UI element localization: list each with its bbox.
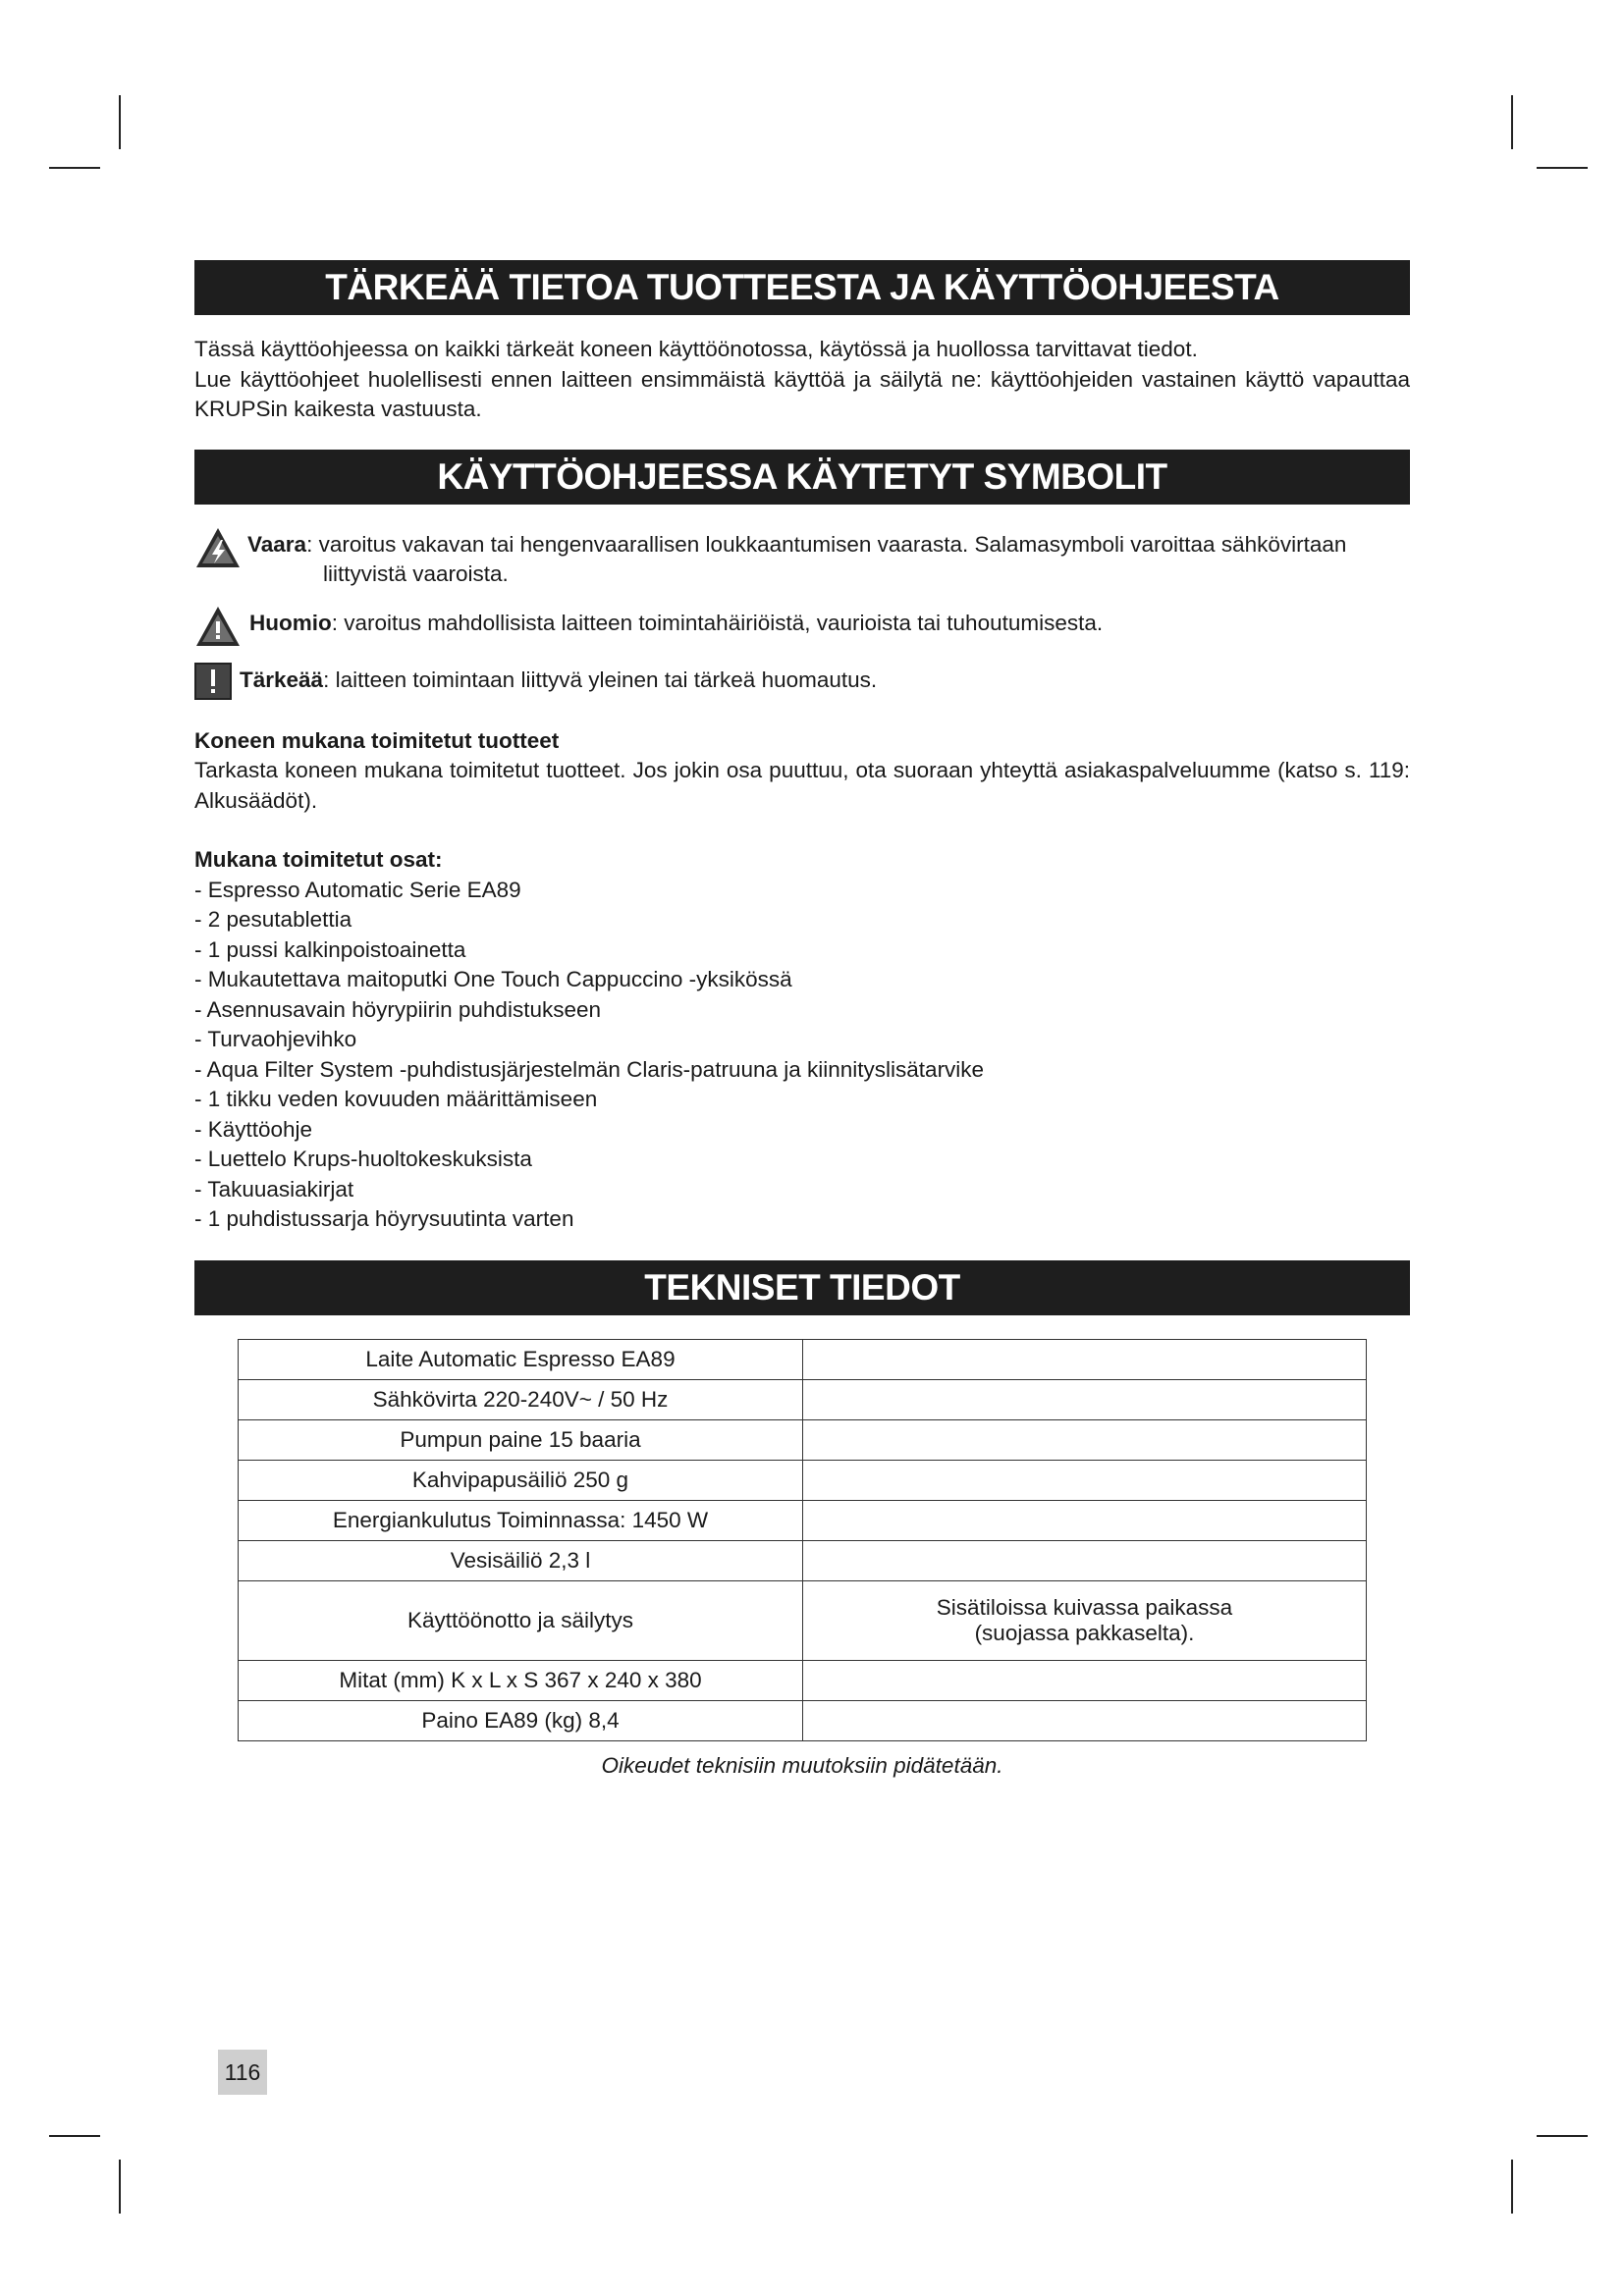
spec-table [238,1339,1367,1741]
spec-value [803,1379,1367,1419]
list-item: - 1 tikku veden kovuuden määrittämiseen [194,1087,598,1111]
intro-line-2: Lue käyttöohjeet huolellisesti ennen laitteen ensimmäistä käyttöä ja säilytä ne: käyttöohjeiden vastainen käyttö vapauttaa KRUPSin kaikesta vastuusta. [194,366,1410,421]
symbol-huomio [194,609,1410,638]
exclamation-box-icon [194,663,232,708]
spec-label: Mitat (mm) K x L x S 367 x 240 x 380 [239,1660,803,1700]
spec-value-line: Sisätiloissa kuivassa paikassa [936,1594,1233,1620]
table-row [239,1419,1367,1460]
table-row [239,1379,1367,1419]
spec-value [803,1660,1367,1700]
spec-value [803,1540,1367,1580]
symbol-term: Vaara [247,531,307,557]
spec-value [803,1419,1367,1460]
intro-line-1: Tässä käyttöohjeessa on kaikki tärkeät koneen käyttöönotossa, käytössä ja huollossa tarvittavat tiedot. [194,337,1198,361]
crop-mark [49,167,100,169]
list-item: - Turvaohjevihko [194,1027,357,1051]
spec-label: Sähkövirta 220-240V~ / 50 Hz [239,1379,803,1419]
spec-label: Kahvipapusäiliö 250 g [239,1460,803,1500]
crop-mark [1537,2135,1588,2137]
table-row [239,1700,1367,1740]
crop-mark [119,95,121,149]
crop-mark [49,2135,100,2137]
exclamation-warning-icon [194,605,242,656]
table-row [239,1339,1367,1379]
symbol-text: : varoitus vakavan tai hengenvaarallisen loukkaantumisen vaarasta. Salamasymboli varoittaa sähkövirtaan [306,531,1347,557]
spec-label: Pumpun paine 15 baaria [239,1419,803,1460]
delivered-title: Koneen mukana toimitetut tuotteet [194,727,560,753]
list-item: - 1 pussi kalkinpoistoainetta [194,936,466,962]
table-row [239,1660,1367,1700]
table-row [239,1500,1367,1540]
tech-note: Oikeudet teknisiin muutoksiin pidätetään. [601,1752,1003,1778]
spec-label: Käyttöönotto ja säilytys [239,1580,803,1660]
spec-label: Vesisäiliö 2,3 l [239,1540,803,1580]
section-title-tech: TEKNISET TIEDOT [194,1260,1410,1315]
crop-mark [1511,2160,1513,2214]
list-item: - Aqua Filter System -puhdistusjärjestelmän Claris-patruuna ja kiinnityslisätarvike [194,1056,985,1082]
lightning-warning-icon [194,526,242,577]
spec-value [803,1339,1367,1379]
crop-mark [1537,167,1588,169]
table-row [239,1580,1367,1660]
list-item: - Takuuasiakirjat [194,1176,354,1201]
list-item: - 1 puhdistussarja höyrysuutinta varten [194,1206,574,1231]
spec-label: Energiankulutus Toiminnassa: 1450 W [239,1500,803,1540]
section-title-symbols: KÄYTTÖOHJEESSA KÄYTETYT SYMBOLIT [194,450,1410,505]
page-number: 116 [218,2050,267,2095]
spec-value-line: (suojassa pakkaselta). [974,1620,1195,1645]
symbol-text-cont: liittyvistä vaaroista. [323,561,509,586]
section-title-intro: TÄRKEÄÄ TIETOA TUOTTEESTA JA KÄYTTÖOHJEESTA [194,260,1410,315]
spec-label: Paino EA89 (kg) 8,4 [239,1700,803,1740]
symbol-term: Huomio [249,610,332,635]
list-item: - Mukautettava maitoputki One Touch Cappuccino -yksikössä [194,967,792,991]
symbol-text: : varoitus mahdollisista laitteen toimintahäiriöistä, vaurioista tai tuhoutumisesta. [331,610,1104,635]
list-item: - Käyttöohje [194,1116,313,1142]
crop-mark [119,2160,121,2214]
list-item: - Espresso Automatic Serie EA89 [194,877,521,902]
delivered-text: Tarkasta koneen mukana toimitetut tuotteet. Jos jokin osa puuttuu, ota suoraan yhteyttä asiakaspalveluumme (katso s. 119: Alkusäädöt). [194,758,1410,813]
spec-value [803,1460,1367,1500]
table-row [239,1540,1367,1580]
table-row [239,1460,1367,1500]
spec-value [803,1700,1367,1740]
list-item: - 2 pesutablettia [194,907,352,932]
symbol-term: Tärkeää [240,667,324,692]
spec-label: Laite Automatic Espresso EA89 [239,1339,803,1379]
parts-list [194,876,1410,1235]
crop-mark [1511,95,1513,149]
list-item: - Luettelo Krups-huoltokeskuksista [194,1147,532,1171]
list-item: - Asennusavain höyrypiirin puhdistukseen [194,996,601,1022]
spec-value [803,1580,1367,1660]
symbol-tarkeaa [194,666,1410,695]
page-content [194,260,1410,1779]
parts-title: Mukana toimitetut osat: [194,847,443,872]
spec-value [803,1500,1367,1540]
symbol-vaara [194,530,1410,589]
symbol-text: : laitteen toimintaan liittyvä yleinen tai tärkeä huomautus. [323,667,878,692]
